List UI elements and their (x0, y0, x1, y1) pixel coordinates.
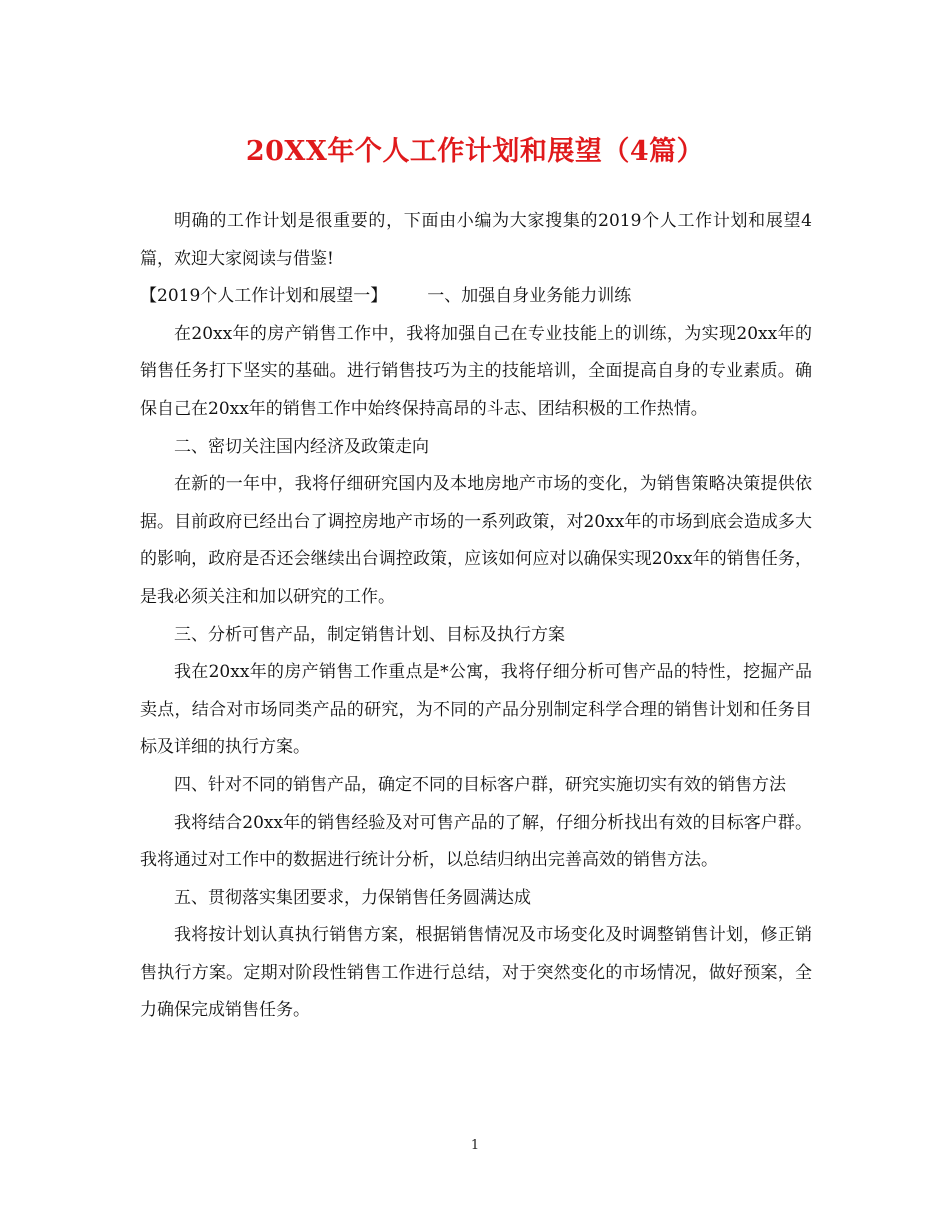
section-heading-4: 四、针对不同的销售产品，确定不同的目标客户群，研究实施切实有效的销售方法 (174, 774, 786, 795)
section-body-4: 我将结合20xx年的销售经验及对可售产品的了解，仔细分析找出有效的目标客户群。我将通过对工作中的数据进行统计分析，以总结归纳出完善高效的销售方法。 (140, 812, 812, 871)
section-body-5: 我将按计划认真执行销售方案，根据销售情况及市场变化及时调整销售计划，修正销售执行方案。定期对阶段性销售工作进行总结，对于突然变化的市场情况，做好预案，全力确保完成销售任务。 (140, 925, 812, 1021)
section-body-1: 在20xx年的房产销售工作中，我将加强自己在专业技能上的训练，为实现20xx年的销售任务打下坚实的基础。进行销售技巧为主的技能培训，全面提高自身的专业素质。确保自己在20xx年的销售工作中始终保持高昂的斗志、团结积极的工作热情。 (140, 323, 812, 419)
section-heading-1: 一、加强自身业务能力训练 (427, 286, 632, 307)
part-heading-line (140, 278, 812, 316)
section-heading-5: 五、贯彻落实集团要求，力保销售任务圆满达成 (174, 887, 531, 908)
intro-paragraph: 明确的工作计划是很重要的，下面由小编为大家搜集的2019个人工作计划和展望4篇，欢迎大家阅读与借鉴! (140, 211, 812, 269)
section-body-2: 在新的一年中，我将仔细研究国内及本地房地产市场的变化，为销售策略决策提供依据。目前政府已经出台了调控房地产市场的一系列政策，对20xx年的市场到底会造成多大的影响，政府是否还会继续出台调控政策，应该如何应对以确保实现20xx年的销售任务，是我必须关注和加以研究的工作。 (140, 474, 812, 607)
part-heading: 【2019个人工作计划和展望一】 (140, 286, 388, 307)
document-title: 20XX年个人工作计划和展望（4篇） (245, 136, 705, 167)
page-number: 1 (470, 1138, 480, 1153)
section-heading-2: 二、密切关注国内经济及政策走向 (174, 436, 429, 457)
document-body (140, 203, 812, 1030)
section-body-3: 我在20xx年的房产销售工作重点是*公寓，我将仔细分析可售产品的特性，挖掘产品卖点，结合对市场同类产品的研究，为不同的产品分别制定科学合理的销售计划和任务目标及详细的执行方案。 (140, 662, 812, 758)
section-heading-3: 三、分析可售产品，制定销售计划、目标及执行方案 (174, 624, 565, 645)
